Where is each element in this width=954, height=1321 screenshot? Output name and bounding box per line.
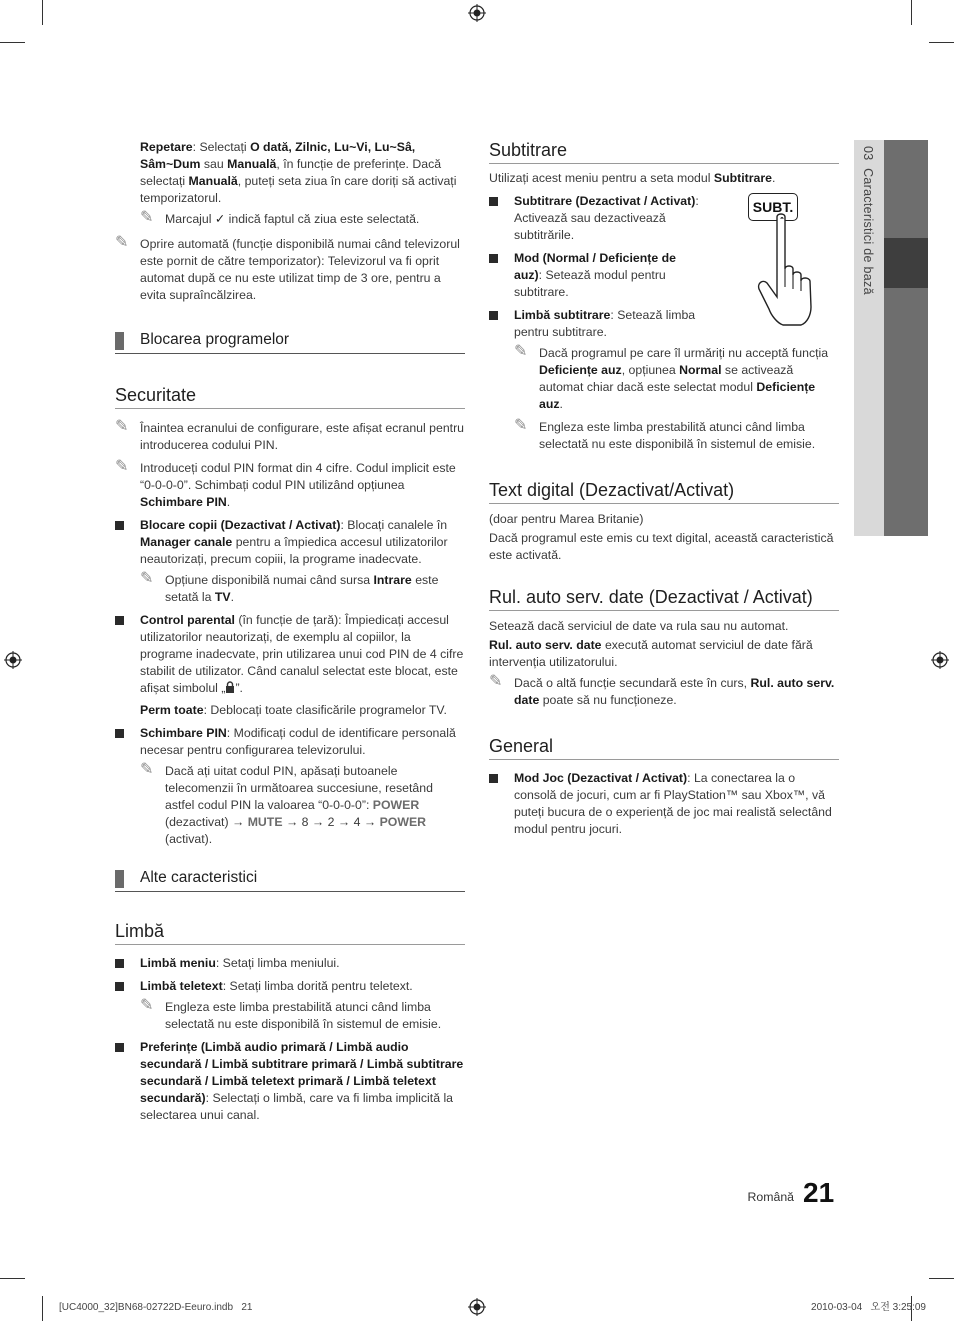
registration-mark-icon	[931, 651, 949, 669]
left-column	[115, 139, 465, 1124]
crop-mark	[0, 1278, 25, 1279]
blocare-copii-item: Blocare copii (Dezactivat / Activat): Blocați canalele în Manager canale pentru a împiedica accesul utilizatorilor neautorizați, precum copiii, la programe inadecvate.	[115, 517, 465, 568]
note-pencil-icon: ✎	[140, 997, 154, 1014]
registration-mark-icon	[468, 4, 486, 22]
subtitrare-mod-item: Mod (Normal / Deficiențe de auz): Setează modul pentru subtitrare.	[489, 250, 704, 301]
note-pencil-icon: ✎	[115, 418, 129, 435]
crop-mark	[42, 0, 43, 25]
subtitrare-heading: Subtitrare	[489, 139, 839, 164]
sec-note-2: ✎ Introduceți codul PIN format din 4 cifre. Codul implicit este “0-0-0-0”. Schimbați codul PIN utilizând opțiunea Schimbare PIN.	[115, 458, 456, 509]
rul-auto-line1: Setează dacă serviciul de date va rula sau nu automat.	[489, 619, 789, 633]
subtitrare-intro: Utilizați acest meniu pentru a seta modul Subtitrare.	[489, 171, 776, 185]
repetare-paragraph: Repetare: Selectați O dată, Zilnic, Lu~Vi, Lu~Sâ, Sâm~Dum sau Manuală, în funcție de preferințe. Dacă selectați Manuală, puteți seta ziua în care doriți să activați temporizatorul.	[140, 140, 457, 205]
subtitrare-onoff-item: Subtitrare (Dezactivat / Activat): Activează sau dezactivează subtitrările.	[489, 193, 704, 244]
alte-heading: Alte caracteristici	[115, 868, 465, 892]
chapter-number: 03	[861, 146, 875, 161]
crop-mark	[42, 1296, 43, 1321]
limba-meniu-item: Limbă meniu: Setați limba meniului.	[115, 955, 465, 972]
subtitrare-note-1: ✎ Dacă programul pe care îl urmăriți nu acceptă funcția Deficiențe auz, opțiunea Normal se activează automat chiar dacă este selectat modul Deficiențe auz.	[514, 343, 829, 411]
marcaj-note: ✎ Marcajul ✓ indică faptul că ziua este selectată.	[140, 209, 420, 226]
note-pencil-icon: ✎	[115, 458, 129, 475]
rul-auto-note: ✎ Dacă o altă funcție secundară este în curs, Rul. auto serv. date poate să nu funcționeze.	[489, 673, 835, 707]
limba-heading: Limbă	[115, 920, 465, 945]
control-parental-item: Control parental (în funcție de țară): Împiedicați accesul utilizatorilor neautorizați, de exemplu al copiilor, la programe inadecvate, prin utilizarea unui cod PIN de 4 cifre stabilit de utilizator. Când canalul selectat este blocat, este afișat simbolul „ ”. Perm toate: Deblocați toate clasificările programelor TV.	[115, 612, 465, 719]
note-pencil-icon: ✎	[514, 343, 528, 360]
note-pencil-icon: ✎	[115, 234, 129, 251]
blocare-note: ✎ Opțiune disponibilă numai când sursa Intrare este setată la TV.	[140, 570, 439, 604]
subtitrare-items	[489, 193, 839, 341]
note-pencil-icon: ✎	[140, 761, 154, 778]
note-pencil-icon: ✎	[489, 673, 503, 690]
schimbare-pin-item: Schimbare PIN: Modificați codul de identificare personală necesar pentru configurarea televizorului.	[115, 725, 465, 759]
general-heading: General	[489, 735, 839, 760]
checkmark-icon: ✓	[214, 212, 226, 226]
subt-button-icon: SUBT.	[748, 193, 798, 221]
crop-mark	[929, 1278, 954, 1279]
oprire-note: ✎ Oprire automată (funcție disponibilă numai când televizorul este pornit de către temporizator): Televizorul va fi oprit automat după ce nu este utilizat timp de 3 ore, pentru a evita supraîncălzirea.	[115, 234, 460, 302]
crop-mark	[0, 42, 25, 43]
print-file-info: [UC4000_32]BN68-02722D-Eeuro.indb 21	[59, 1302, 253, 1313]
sec-note-1: ✎ Înaintea ecranului de configurare, este afișat ecranul pentru introducerea codului PIN.	[115, 418, 465, 452]
subtitrare-note-2: ✎ Engleza este limba prestabilită atunci când limba selectată nu este disponibilă în sistemul de emisie.	[514, 417, 816, 451]
preferinte-item: Preferințe (Limbă audio primară / Limbă audio secundară / Limbă subtitrare primară / Limbă subtitrare secundară / Limbă teletext primară / Limbă teletext secundară): Selectați o limbă, care va fi limba implicită la selectarea unui canal.	[115, 1039, 465, 1124]
rul-auto-heading: Rul. auto serv. date (Dezactivat / Activat)	[489, 586, 839, 611]
side-tab-label	[859, 146, 876, 295]
registration-mark-icon	[4, 651, 22, 669]
rul-auto-line2: Rul. auto serv. date execută automat serviciul de date fără intervenția utilizatorului.	[489, 638, 813, 669]
limba-teletext-note: ✎ Engleza este limba prestabilită atunci când limba selectată nu este disponibilă în sistemul de emisie.	[140, 997, 442, 1031]
securitate-heading: Securitate	[115, 384, 465, 409]
note-pencil-icon: ✎	[140, 209, 154, 226]
blocarea-heading: Blocarea programelor	[115, 330, 465, 354]
mod-joc-item: Mod Joc (Dezactivat / Activat): La conectarea la o consolă de jocuri, cum ar fi PlayStation™ sau Xbox™, vă puteți bucura de o experiență de joc mai realistă selectând modul pentru jocuri.	[489, 770, 839, 838]
text-digital-line2: Dacă programul este emis cu text digital, această caracteristică este activată.	[489, 531, 834, 562]
subtitrare-limba-item: Limbă subtitrare: Setează limba pentru subtitrare.	[489, 307, 714, 341]
footer-language: Română	[747, 1190, 794, 1204]
note-pencil-icon: ✎	[514, 417, 528, 434]
side-tab-bar	[884, 140, 928, 536]
crop-mark	[929, 42, 954, 43]
crop-mark	[911, 0, 912, 25]
pointing-hand-icon	[757, 211, 837, 326]
page-number: 21	[803, 1177, 835, 1208]
lock-icon	[225, 681, 235, 698]
registration-mark-icon	[468, 1298, 486, 1316]
print-date-info: 2010-03-04 오전 3:25:09	[811, 1302, 926, 1313]
side-tab-marker	[884, 238, 928, 288]
limba-teletext-item: Limbă teletext: Setați limba dorită pentru teletext.	[115, 978, 465, 995]
text-digital-heading: Text digital (Dezactivat/Activat)	[489, 479, 839, 504]
chapter-title: Caracteristici de bază	[861, 168, 875, 295]
subt-remote-illustration	[747, 193, 837, 328]
right-column	[489, 139, 839, 838]
text-digital-line1: (doar pentru Marea Britanie)	[489, 512, 644, 526]
schimbare-note: ✎ Dacă ați uitat codul PIN, apăsați butoanele telecomenzii în următoarea succesiune, resetând astfel codul PIN la valoarea “0-0-0-0”: POWER (dezactivat) → MUTE → 8 → 2 → 4 → POWER (activat).	[140, 761, 433, 846]
note-pencil-icon: ✎	[140, 570, 154, 587]
